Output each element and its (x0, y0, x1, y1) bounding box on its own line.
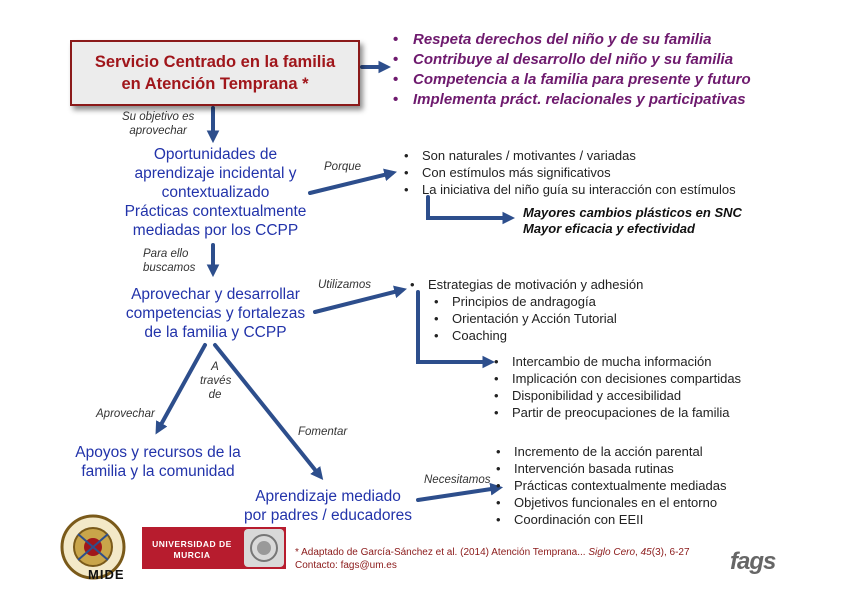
label-objetivo (122, 110, 194, 138)
arrow-aprovechar-to-estrategias (315, 290, 402, 312)
list-item: • Objetivos funcionales en el entorno (496, 494, 726, 511)
reference-volume: 45 (640, 547, 652, 558)
list-item: • Coordinación con EEII (496, 511, 726, 528)
node-apoyos-line: familia y la comunidad (81, 463, 235, 480)
reference-prefix: * Adaptado de García-Sánchez et al. (2014) Atención Temprana... (295, 547, 589, 558)
fags-logo: fags (730, 548, 776, 575)
list-item: • Intervención basada rutinas (496, 460, 726, 477)
conclusion-text (523, 205, 742, 237)
label-utilizamos: Utilizamos (318, 279, 372, 291)
node-aprovechar-line: Aprovechar y desarrollar (131, 286, 300, 303)
title-line-1: Servicio Centrado en la familia (94, 53, 336, 71)
node-oportunidades-line: mediadas por los CCPP (132, 222, 299, 239)
mide-logo-text: MIDE (88, 567, 125, 582)
reference-sep: , (635, 547, 641, 558)
arrow-porque-to-conclusion (428, 197, 510, 218)
list-item: • La iniciativa del niño guía su interacción con estímulos (404, 181, 736, 198)
label-a-traves (200, 360, 230, 402)
label-objetivo-line1: Su objetivo es (122, 111, 195, 123)
node-aprovechar-line: de la familia y CCPP (144, 324, 287, 341)
label-porque: Porque (324, 161, 362, 173)
list-item: • Disponibilidad y accesibilidad (494, 387, 741, 404)
label-para-ello-line1: Para ello (143, 248, 189, 260)
reference-issue: (3), 6-27 (651, 547, 690, 558)
node-apoyos-line: Apoyos y recursos de la (75, 444, 241, 461)
node-oportunidades-line: contextualizado (161, 184, 270, 201)
node-apoyos (58, 443, 258, 481)
seal-icon (249, 533, 279, 563)
node-oportunidades-line: aprendizaje incidental y (134, 165, 297, 182)
list-item: • Con estímulos más significativos (404, 164, 736, 181)
university-name (142, 527, 242, 569)
title-line-2: en Atención Temprana * (121, 75, 309, 93)
principle-item: • Contribuye al desarrollo del niño y su familia (393, 50, 751, 70)
principle-item: • Competencia a la familia para presente y futuro (393, 70, 751, 90)
node-aprendizaje (228, 487, 428, 525)
necesitamos-list (496, 443, 726, 528)
list-subitem: • Coaching (410, 327, 643, 344)
reference-journal: Siglo Cero (588, 547, 636, 558)
resultados-list (494, 353, 741, 421)
list-item: • Prácticas contextualmente mediadas (496, 477, 726, 494)
reference-line (295, 546, 690, 559)
label-a-traves-line1: A (211, 361, 219, 373)
contact-email: Contacto: fags@um.es (295, 560, 397, 571)
university-logo (142, 527, 286, 569)
label-necesitamos: Necesitamos (424, 474, 491, 486)
estrategias-list (410, 276, 643, 344)
label-fomentar: Fomentar (298, 426, 348, 438)
arrow-aprovechar-to-apoyos (158, 345, 205, 430)
university-name-line2: MURCIA (173, 550, 211, 560)
node-aprendizaje-line: por padres / educadores (243, 507, 413, 524)
list-subitem: • Principios de andragogía (410, 293, 643, 310)
label-para-ello (143, 247, 195, 275)
conclusion-line: Mayor eficacia y efectividad (523, 221, 695, 236)
principle-item: • Respeta derechos del niño y de su familia (393, 30, 751, 50)
node-oportunidades-line: Prácticas contextualmente (124, 203, 307, 220)
node-aprendizaje-line: Aprendizaje mediado (255, 488, 401, 505)
university-name-line1: UNIVERSIDAD DE (152, 539, 232, 549)
list-subitem: • Orientación y Acción Tutorial (410, 310, 643, 327)
node-aprovechar (108, 285, 323, 342)
university-seal-icon (244, 529, 284, 567)
list-item: • Implicación con decisiones compartidas (494, 370, 741, 387)
principle-item: • Implementa práct. relacionales y participativas (393, 90, 751, 110)
label-para-ello-line2: buscamos (143, 262, 196, 274)
arrow-aprendizaje-to-necesitamos (418, 488, 498, 500)
list-item: • Incremento de la acción parental (496, 443, 726, 460)
node-oportunidades (108, 145, 323, 240)
list-item: • Son naturales / motivantes / variadas (404, 147, 736, 164)
label-a-traves-line3: de (208, 389, 222, 401)
list-item: • Partir de preocupaciones de la familia (494, 404, 741, 421)
reference (295, 546, 690, 572)
label-aprovechar: Aprovechar (96, 408, 155, 420)
porque-list (404, 147, 736, 198)
node-oportunidades-line: Oportunidades de (153, 146, 278, 163)
node-aprovechar-line: competencias y fortalezas (125, 305, 306, 322)
list-item: • Intercambio de mucha información (494, 353, 741, 370)
conclusion-line: Mayores cambios plásticos en SNC (523, 205, 742, 220)
title-box (70, 40, 360, 106)
label-a-traves-line2: través (200, 375, 232, 387)
label-objetivo-line2: aprovechar (129, 125, 187, 137)
list-item: • Estrategias de motivación y adhesión (410, 276, 643, 293)
principles-list (393, 30, 751, 110)
